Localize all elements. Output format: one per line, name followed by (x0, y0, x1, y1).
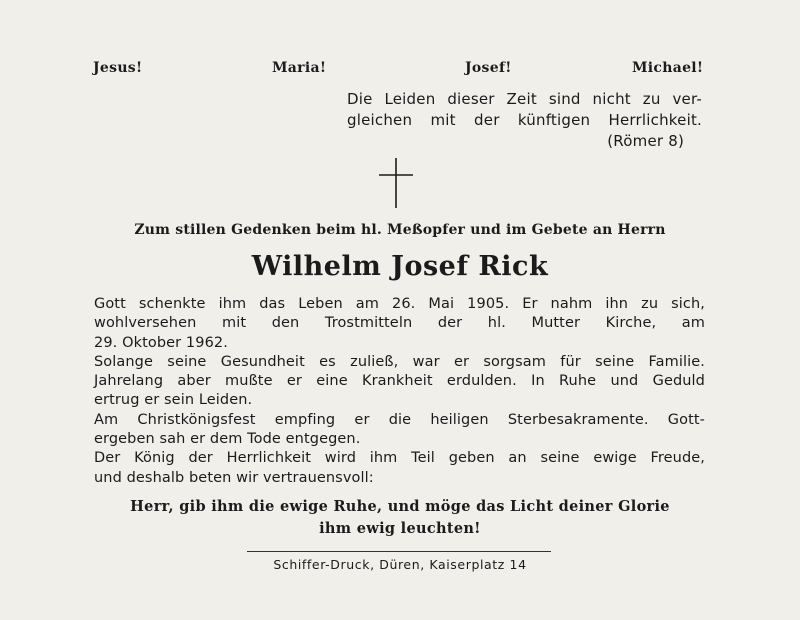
body-line: Jahrelang aber mußte er eine Krankheit erdulden. In Ruhe und Geduld (94, 373, 705, 390)
printer-imprint: Schiffer-Druck, Düren, Kaiserplatz 14 (273, 557, 527, 572)
body-line: Der König der Herrlichkeit wird ihm Teil geben an seine ewige Freude, (94, 450, 705, 467)
divider (247, 551, 551, 552)
holy-name-michael: Michael! (632, 60, 704, 76)
holy-name-jesus: Jesus! (93, 60, 143, 76)
closing-line: ihm ewig leuchten! (319, 520, 481, 537)
body-line: ertrug er sein Leiden. (94, 392, 253, 409)
body-line: 29. Oktober 1962. (94, 334, 228, 351)
holy-name-maria: Maria! (272, 60, 327, 76)
body-line: und deshalb beten wir vertrauensvoll: (94, 469, 374, 486)
holy-name-josef: Josef! (465, 60, 512, 76)
body-line: Am Christkönigsfest empfing er die heiligen Sterbesakramente. Gott- (94, 411, 705, 428)
verse-reference: (Römer 8) (607, 132, 684, 150)
body-line: Solange seine Gesundheit es zuließ, war er sorgsam für seine Familie. (94, 353, 705, 370)
verse-line: gleichen mit der künftigen Herrlichkeit. (347, 111, 702, 129)
body-line: Gott schenkte ihm das Leben am 26. Mai 1905. Er nahm ihn zu sich, (94, 296, 705, 312)
biography-text (94, 295, 705, 488)
verse-line: Die Leiden dieser Zeit sind nicht zu ver- (347, 90, 702, 108)
deceased-name: Wilhelm Josef Rick (251, 251, 549, 282)
intro-line: Zum stillen Gedenken beim hl. Meßopfer und im Gebete an Herrn (134, 222, 666, 238)
cross-icon (377, 158, 415, 208)
body-line: ergeben sah er dem Tode entgegen. (94, 431, 361, 448)
holy-names-row (0, 60, 800, 82)
closing-prayer (0, 496, 800, 540)
scripture-verse (347, 89, 702, 152)
body-line: wohlversehen mit den Trostmitteln der hl. Mutter Kirche, am (94, 315, 705, 332)
closing-line: Herr, gib ihm die ewige Ruhe, und möge das Licht deiner Glorie (130, 498, 670, 515)
